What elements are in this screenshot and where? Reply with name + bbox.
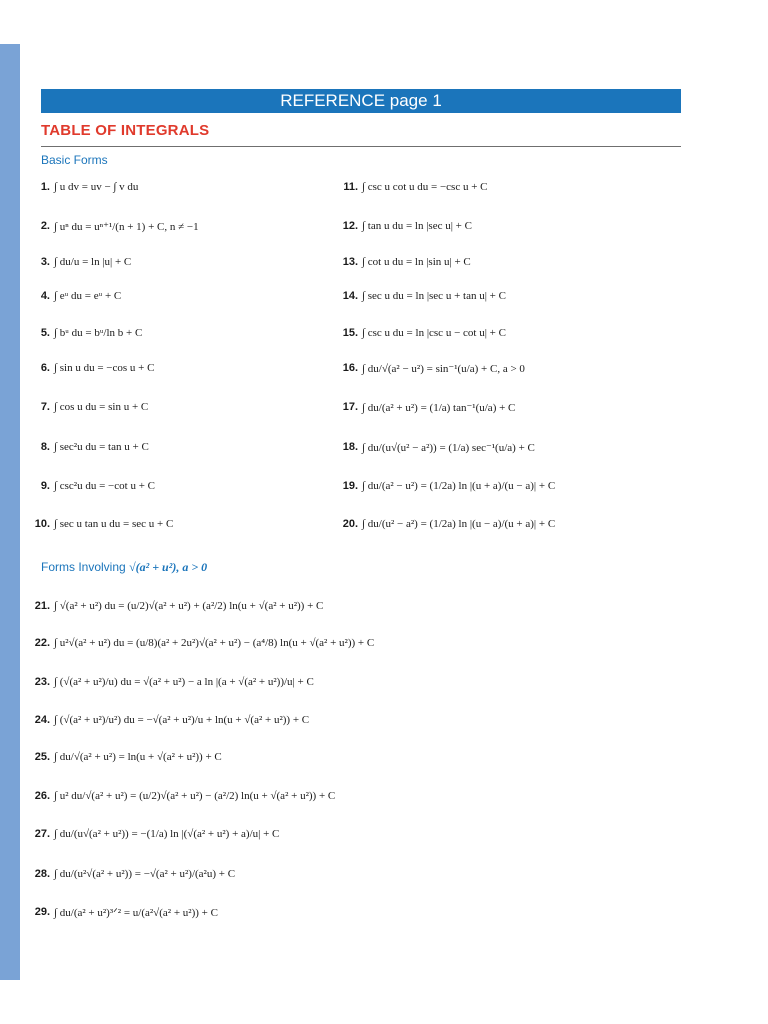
- formula-number: 12.: [342, 220, 358, 232]
- formula-7: [28, 392, 148, 422]
- formula-expression: ∫ uⁿ du = uⁿ⁺¹/(n + 1) + C, n ≠ −1: [54, 220, 199, 233]
- formula-number: 18.: [342, 441, 358, 453]
- title-divider: [41, 146, 681, 147]
- formula-9: [28, 471, 155, 501]
- formula-expression: ∫ du/(a² + u²) = (1/a) tan⁻¹(u/a) + C: [362, 401, 516, 414]
- formula-expression: ∫ sin u du = −cos u + C: [54, 362, 155, 374]
- formula-expression: ∫ du/√(a² + u²) = ln(u + √(a² + u²)) + C: [54, 751, 222, 763]
- formula-expression: ∫ u dv = uv − ∫ v du: [54, 181, 139, 193]
- formula-expression: ∫ du/(u²√(a² + u²)) = −√(a² + u²)/(a²u) + C: [54, 868, 236, 880]
- formula-23: [28, 667, 314, 697]
- section-forms-involving: [41, 560, 207, 575]
- formula-expression: ∫ du/(a² + u²)³ᐟ² = u/(a²√(a² + u²)) + C: [54, 906, 218, 919]
- formula-expression: ∫ du/√(a² − u²) = sin⁻¹(u/a) + C, a > 0: [362, 362, 525, 375]
- formula-expression: ∫ (√(a² + u²)/u) du = √(a² + u²) − a ln |(a + √(a² + u²))/u| + C: [54, 676, 314, 688]
- formula-expression: ∫ bᵘ du = bᵘ/ln b + C: [54, 327, 143, 339]
- formula-number: 15.: [342, 327, 358, 339]
- formula-number: 11.: [343, 181, 358, 193]
- formula-number: 7.: [40, 401, 50, 413]
- formula-number: 14.: [342, 290, 358, 302]
- section-math: √(a² + u²), a > 0: [129, 560, 208, 574]
- formula-expression: ∫ cos u du = sin u + C: [54, 401, 149, 413]
- formula-expression: ∫ tan u du = ln |sec u| + C: [362, 220, 472, 232]
- page-title: TABLE OF INTEGRALS: [41, 122, 210, 139]
- formula-11: [336, 172, 488, 202]
- formula-25: [28, 742, 222, 772]
- formula-number: 10.: [34, 518, 50, 530]
- formula-number: 1.: [40, 181, 50, 193]
- formula-15: [336, 318, 506, 348]
- formula-expression: ∫ csc u du = ln |csc u − cot u| + C: [362, 327, 506, 339]
- formula-number: 9.: [40, 480, 50, 492]
- formula-number: 25.: [34, 751, 50, 763]
- formula-24: [28, 705, 309, 735]
- formula-16: [336, 353, 525, 383]
- formula-expression: ∫ eᵘ du = eᵘ + C: [54, 290, 122, 302]
- formula-number: 16.: [342, 362, 358, 374]
- formula-6: [28, 353, 154, 383]
- formula-expression: ∫ du/(u√(u² − a²)) = (1/a) sec⁻¹(u/a) + C: [362, 441, 535, 454]
- formula-number: 5.: [40, 327, 50, 339]
- formula-number: 6.: [40, 362, 50, 374]
- formula-expression: ∫ du/(u√(a² + u²)) = −(1/a) ln |(√(a² + u²) + a)/u| + C: [54, 828, 280, 840]
- formula-number: 20.: [342, 518, 358, 530]
- formula-3: [28, 247, 131, 277]
- formula-number: 8.: [40, 441, 50, 453]
- side-strip: [0, 44, 20, 980]
- formula-number: 29.: [34, 906, 50, 918]
- section-basic-forms: Basic Forms: [41, 153, 108, 167]
- formula-12: [336, 211, 472, 241]
- formula-1: [28, 172, 138, 202]
- reference-banner: REFERENCE page 1: [41, 89, 681, 113]
- formula-14: [336, 281, 506, 311]
- formula-expression: ∫ csc²u du = −cot u + C: [54, 480, 155, 492]
- formula-expression: ∫ csc u cot u du = −csc u + C: [362, 181, 488, 193]
- formula-13: [336, 247, 471, 277]
- formula-number: 13.: [342, 256, 358, 268]
- formula-number: 21.: [34, 600, 50, 612]
- formula-number: 26.: [34, 790, 50, 802]
- formula-28: [28, 859, 235, 889]
- formula-2: [28, 211, 199, 241]
- formula-19: [336, 471, 555, 501]
- formula-number: 28.: [34, 868, 50, 880]
- formula-number: 19.: [342, 480, 358, 492]
- formula-expression: ∫ sec u du = ln |sec u + tan u| + C: [362, 290, 506, 302]
- formula-expression: ∫ du/(u² − a²) = (1/2a) ln |(u − a)/(u + a)| + C: [362, 518, 556, 530]
- formula-number: 24.: [34, 714, 50, 726]
- formula-expression: ∫ (√(a² + u²)/u²) du = −√(a² + u²)/u + ln(u + √(a² + u²)) + C: [54, 714, 310, 726]
- formula-number: 22.: [34, 637, 50, 649]
- formula-expression: ∫ du/(a² − u²) = (1/2a) ln |(u + a)/(u − a)| + C: [362, 480, 556, 492]
- formula-number: 3.: [40, 256, 50, 268]
- formula-18: [336, 432, 535, 462]
- formula-27: [28, 819, 279, 849]
- formula-expression: ∫ sec²u du = tan u + C: [54, 441, 149, 453]
- formula-26: [28, 781, 335, 811]
- formula-number: 17.: [342, 401, 358, 413]
- formula-number: 27.: [34, 828, 50, 840]
- formula-expression: ∫ du/u = ln |u| + C: [54, 256, 132, 268]
- formula-22: [28, 628, 374, 658]
- formula-expression: ∫ sec u tan u du = sec u + C: [54, 518, 174, 530]
- formula-21: [28, 591, 323, 621]
- formula-5: [28, 318, 142, 348]
- formula-number: 23.: [34, 676, 50, 688]
- formula-4: [28, 281, 121, 311]
- formula-8: [28, 432, 149, 462]
- formula-expression: ∫ u² du/√(a² + u²) = (u/2)√(a² + u²) − (a²/2) ln(u + √(a² + u²)) + C: [54, 790, 336, 802]
- formula-expression: ∫ √(a² + u²) du = (u/2)√(a² + u²) + (a²/2) ln(u + √(a² + u²)) + C: [54, 600, 324, 612]
- formula-number: 4.: [40, 290, 50, 302]
- formula-expression: ∫ cot u du = ln |sin u| + C: [362, 256, 471, 268]
- section-label: Forms Involving: [41, 560, 130, 574]
- formula-17: [336, 392, 515, 422]
- formula-29: [28, 897, 218, 927]
- formula-number: 2.: [40, 220, 50, 232]
- formula-expression: ∫ u²√(a² + u²) du = (u/8)(a² + 2u²)√(a² + u²) − (a⁴/8) ln(u + √(a² + u²)) + C: [54, 637, 375, 649]
- formula-20: [336, 509, 555, 539]
- formula-10: [28, 509, 173, 539]
